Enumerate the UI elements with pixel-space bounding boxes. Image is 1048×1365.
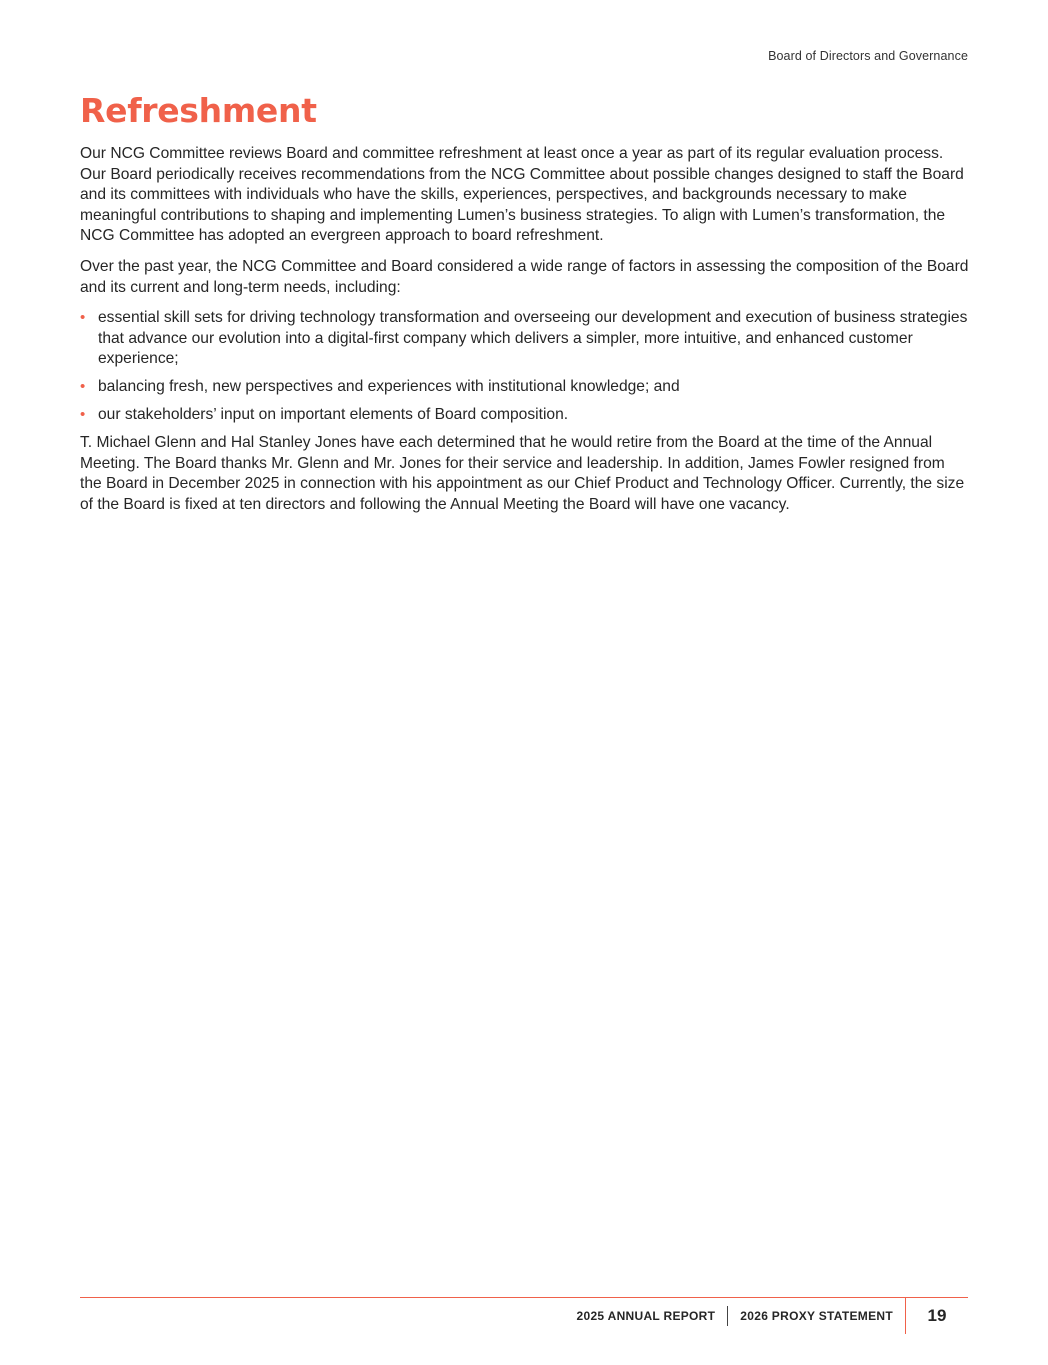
paragraph-intro: Our NCG Committee reviews Board and committee refreshment at least once a year as part of its regular evaluation process. Our Board periodically receives recommendations from the NCG Committee about possible changes designed to staff the Board and its committees with individuals who have the skills, experiences, perspectives, and backgrounds necessary to make meaningful contributions to shaping and implementing Lumen’s business strategies. To align with Lumen’s transformation, the NCG Committee has adopted an evergreen approach to board refreshment. [80,145,964,245]
footer-separator [727,1306,728,1326]
list-item-text: balancing fresh, new perspectives and experiences with institutional knowledge; and [98,377,680,395]
main-content [80,88,970,526]
paragraph-retirements: T. Michael Glenn and Hal Stanley Jones have each determined that he would retire from the Board at the time of the Annual Meeting. The Board thanks Mr. Glenn and Mr. Jones for their service and leadership. In addition, James Fowler resigned from the Board in December 2025 in connection with his appointment as our Chief Product and Technology Officer. Currently, the size of the Board is fixed at ten directors and following the Annual Meeting the Board will have one vacancy. [80,434,965,513]
footer-proxy-statement: 2026 PROXY STATEMENT [740,1309,893,1323]
page-number: 19 [927,1306,947,1325]
bullet-icon: • [80,309,86,327]
factors-list [80,308,970,425]
list-item-text: essential skill sets for driving technology transformation and overseeing our development and execution of business strategies that advance our evolution into a digital-first company which delivers a simpler, more intuitive, and enhanced customer experience; [98,309,968,368]
page-footer [577,1298,968,1334]
list-item [80,308,970,370]
bullet-icon: • [80,377,86,395]
list-item [80,377,970,398]
list-item [80,405,970,426]
page-title: Refreshment [80,91,317,130]
footer-annual-report: 2025 ANNUAL REPORT [576,1309,716,1323]
running-header: Board of Directors and Governance [768,49,968,63]
bullet-icon: • [80,405,86,423]
list-item-text: our stakeholders’ input on important elements of Board composition. [98,405,569,423]
paragraph-factors: Over the past year, the NCG Committee and Board considered a wide range of factors in assessing the composition of the Board and its current and long-term needs, including: [80,257,969,296]
